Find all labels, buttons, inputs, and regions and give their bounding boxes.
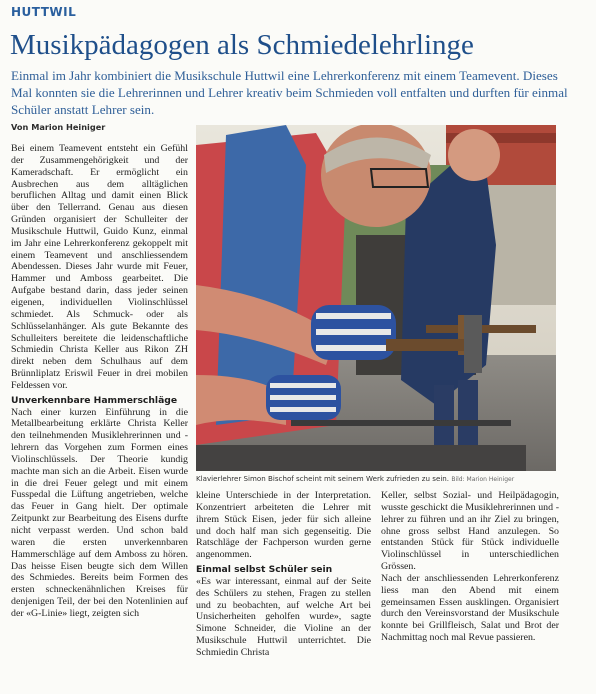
article-byline: Von Marion Heiniger	[11, 122, 106, 132]
subheading: Unverkennbare Hammerschläge	[11, 394, 178, 406]
article-column-2	[196, 490, 371, 690]
paragraph: «Es war interessant, einmal auf der Seite des Schülers zu stehen, Fragen zu stellen und zu beobachten, auf welche Art bei Unsicherheiten geholfen wurde», sagte Simone Schneider, die Violine an der Musikschule Huttwil unterrichtet. Die Schmiedin Christa	[196, 575, 371, 658]
paragraph: Keller, selbst Sozial- und Heilpädagogin, wusste geschickt die Musiklehrerinnen und -lehrer zu führen und an ihr Ziel zu bringen, ohne gross selbst Hand anzulegen. So entstanden Stück für Stück individuelle Violinschlüssel in unterschiedlichen Grössen.	[381, 490, 559, 573]
paragraph: Nach einer kurzen Einführung in die Metallbearbeitung erklärte Christa Keller den teilnehmenden Musiklehrerinnen und -lehrern das Vorgehen zum Formen eines Violinschlüssels. Der Theorie kundig machte man sich an die Arbeit. Eisen wurde in die drei Feuer gelegt und mit einem Fusspedal die Lüftung angetrieben, welche das Feuer in Gang hielt. Der optimale Zeitpunkt zur Bearbeitung des Eisens durfte nicht verpasst werden. Und schon bald waren die ersten unverkennbaren Hammerschläge auf dem Amboss zu hören. Das heisse Eisen beugte sich dem Willen des Schmiedes. Bereits beim Formen des ersten schneckenähnlichen Kreises für denjenigen Teil, der bei den Notenlinien auf der «G-Linie» liegt, zeigten sich	[11, 406, 188, 619]
article-photo	[196, 125, 556, 471]
article-column-1	[11, 143, 188, 689]
article-column-3	[381, 490, 559, 690]
section-kicker: HUTTWIL	[11, 5, 77, 19]
caption-credit: Bild: Marion Heiniger	[451, 476, 515, 483]
blacksmith-photo-image	[196, 125, 556, 471]
paragraph: kleine Unterschiede in der Interpretation. Konzentriert arbeiteten die Lehrer mit ihrem Stück Eisen, jeder für sich alleine und doch half man sich gegenseitig. Die Ratschläge der Fachperson wurden gerne angenommen.	[196, 490, 371, 561]
caption-text: Klavierlehrer Simon Bischof scheint mit seinem Werk zufrieden zu sein.	[196, 474, 450, 483]
article-headline: Musikpädagogen als Schmiedelehrlinge	[10, 29, 474, 61]
paragraph: Nach der anschliessenden Lehrerkonferenz liess man den Abend mit einem gemeinsamen Essen ausklingen. Organisiert durch den Vereinsvorstand der Musikschule konnte bei Grillfleisch, Salat und Brot der Nachmittag noch mal Revue passieren.	[381, 572, 559, 644]
subheading: Einmal selbst Schüler sein	[196, 564, 333, 576]
photo-caption	[196, 474, 561, 483]
article-lead: Einmal im Jahr kombiniert die Musikschule Huttwil eine Lehrerkonferenz mit einem Teamevent. Dieses Mal konnten sie die Lehrerinnen und Lehrer kreativ beim Schmieden voll entfalten und durften für einmal Schüler anstatt Lehrer sein.	[11, 68, 568, 117]
paragraph: Bei einem Teamevent entsteht ein Gefühl der Zusammengehörigkeit und der Kameradschaft. Er ermöglicht ein Ausbrechen aus dem alltäglichen beruflichen Alltag und damit einen Blick über den Tellerrand. Genau aus diesen Gründen organisiert der Schulleiter der Musikschule Huttwil, Guido Kunz, einmal im Jahr eine Lehrerkonferenz gekoppelt mit einem Teamevent und anschliessendem Abendessen. Dieses Jahr wurde mit Feuer, Hammer und Amboss gearbeitet. Die Aufgabe bestand darin, dass jeder seinen eigenen, individuellen Violinschlüssel schmiedet. Als Schmuck- oder als Schlüsselanhänger. Als gute Bekannte des Schulleiters bereitete die leidenschaftliche Schmiedin Christa Keller aus Rikon ZH direkt neben dem Schulhaus auf dem Brünnliplatz Eriswil Feuer in drei mobilen Feldessen vor.	[11, 143, 188, 391]
